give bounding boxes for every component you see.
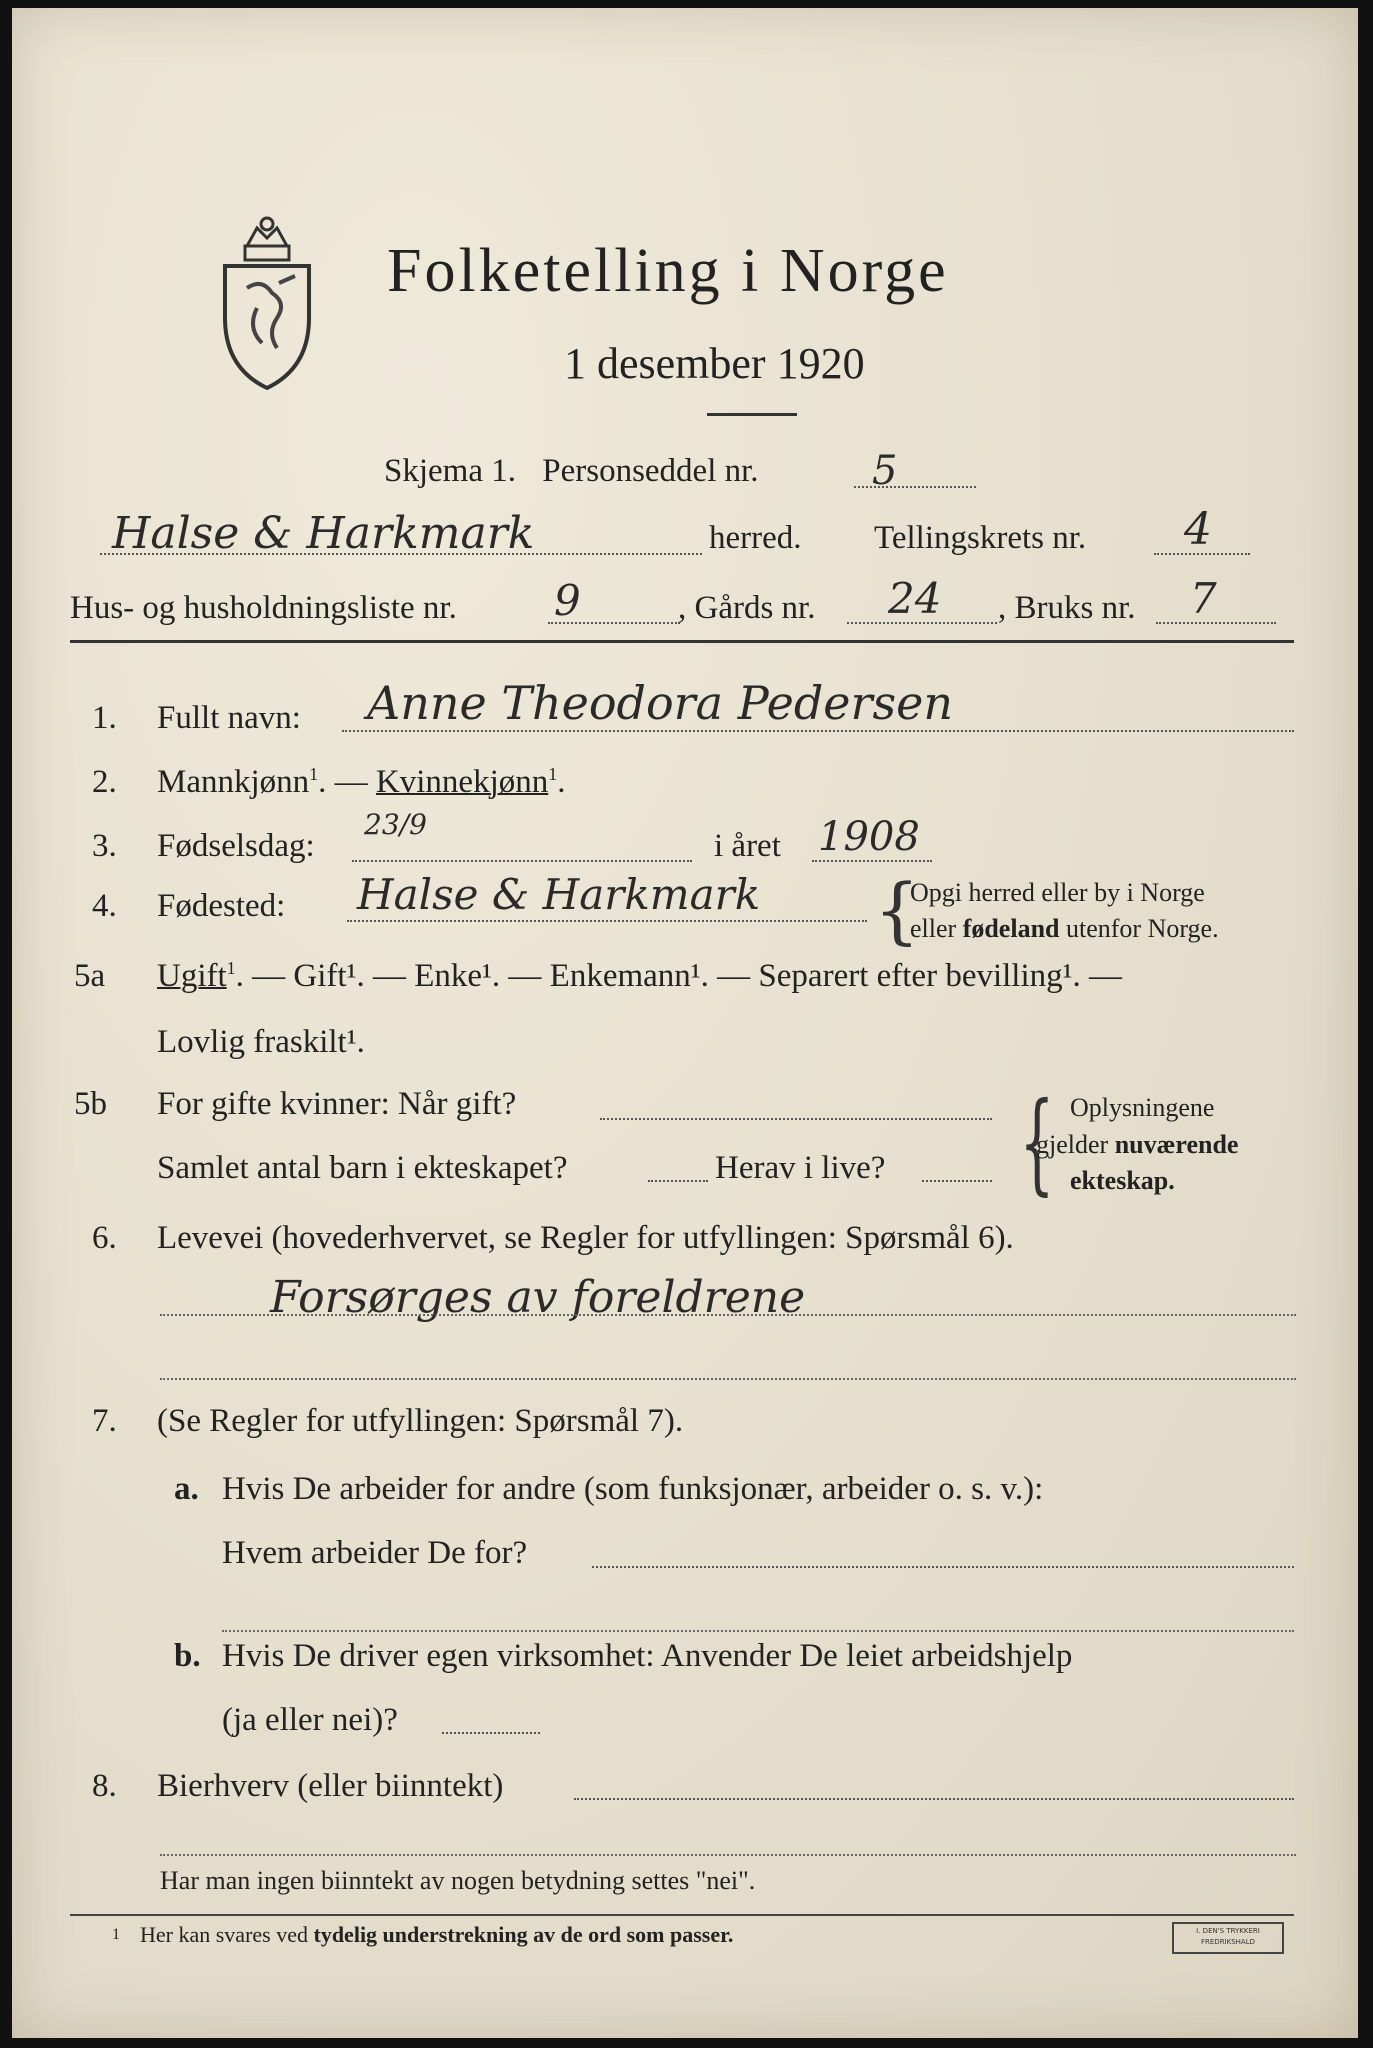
male-option[interactable]: Mannkjønn — [157, 764, 310, 800]
husliste-value[interactable]: 9 — [554, 576, 581, 625]
q6-label: Levevei (hovederhvervet, se Regler for utfyllingen: Spørsmål 6). — [157, 1220, 1014, 1256]
q5b-note-part-b: nuværende — [1114, 1130, 1239, 1159]
census-form-page — [12, 8, 1358, 2038]
q4-note-line1: Opgi herred eller by i Norge — [910, 878, 1205, 907]
q7a-extra-line — [222, 1630, 1294, 1632]
q8-number: 8. — [92, 1768, 117, 1804]
personseddel-value[interactable]: 5 — [872, 448, 898, 494]
q7b-line2: (ja eller nei)? — [222, 1702, 398, 1738]
printer-stamp-line1: I. DEN'S TRYKKERI — [1196, 1927, 1260, 1935]
q5b-note-part-a: gjelder — [1036, 1130, 1115, 1159]
q3-year-label: i året — [714, 828, 781, 864]
q3-label: Fødselsdag: — [157, 828, 315, 864]
side-income-line[interactable] — [574, 1798, 1294, 1800]
q5a-options — [157, 958, 1122, 995]
q6-number: 6. — [92, 1220, 117, 1256]
q8-label: Bierhverv (eller biinntekt) — [157, 1768, 504, 1804]
divorced-option[interactable]: Lovlig fraskilt¹. — [157, 1024, 365, 1060]
q2-separator: . — — [318, 764, 376, 800]
q4-number: 4. — [92, 888, 117, 924]
q8-extra-line — [160, 1854, 1296, 1856]
q4-note-part-a: eller — [910, 914, 963, 943]
employer-line[interactable] — [592, 1566, 1294, 1568]
q6-line2 — [160, 1378, 1296, 1380]
q4-note-part-b: fødeland — [962, 914, 1060, 943]
bruks-value[interactable]: 7 — [1190, 574, 1217, 623]
married-when-line[interactable] — [600, 1118, 992, 1120]
q2-female-sup: 1 — [548, 764, 558, 784]
q4-note-line2 — [910, 914, 1219, 944]
q4-line — [347, 920, 867, 922]
footnote-text-a: Her kan svares ved — [140, 1922, 314, 1947]
occupation-value[interactable]: Forsørges av foreldrene — [270, 1272, 806, 1323]
q5b-alive-label: Herav i live? — [715, 1150, 886, 1186]
q3-number: 3. — [92, 828, 117, 864]
q2-male-sup: 1 — [309, 764, 319, 784]
gards-label: , Gårds nr. — [678, 590, 816, 626]
section-divider — [70, 640, 1294, 643]
norwegian-coat-of-arms-icon — [217, 208, 317, 393]
tellingskrets-label: Tellingskrets nr. — [874, 520, 1087, 556]
q2-end: . — [557, 764, 566, 800]
q1-line — [342, 730, 1294, 732]
birth-year-value[interactable]: 1908 — [818, 814, 920, 860]
footnote-divider — [70, 1914, 1294, 1916]
children-alive-line[interactable] — [922, 1180, 992, 1182]
hired-help-line[interactable] — [442, 1732, 540, 1734]
husliste-label: Hus- og husholdningsliste nr. — [70, 590, 457, 626]
q5b-children-label: Samlet antal barn i ekteskapet? — [157, 1150, 568, 1186]
q4-note-part-c: utenfor Norge. — [1059, 914, 1219, 943]
q5b-note-line1: Oplysningene — [1070, 1093, 1215, 1122]
q7b-line1: Hvis De driver egen virksomhet: Anvender De leiet arbeidshjelp — [222, 1638, 1073, 1674]
q7-number: 7. — [92, 1403, 117, 1439]
gards-value[interactable]: 24 — [888, 574, 942, 623]
children-total-line[interactable] — [648, 1180, 708, 1182]
q4-brace: { — [874, 868, 920, 952]
q2-gender-line — [157, 764, 566, 801]
q5b-note-line2 — [1036, 1130, 1238, 1160]
q1-label: Fullt navn: — [157, 700, 301, 736]
schema-line — [384, 453, 759, 490]
tellingskrets-value[interactable]: 4 — [1184, 504, 1212, 555]
printer-stamp — [1172, 1922, 1284, 1954]
form-title: Folketelling i Norge — [387, 237, 949, 305]
title-divider — [707, 413, 797, 416]
q7a-line2: Hvem arbeider De for? — [222, 1535, 528, 1571]
q5b-note-line3: ekteskap. — [1070, 1166, 1175, 1195]
footnote-text-b: tydelig understrekning av de ord som passer. — [313, 1922, 734, 1947]
q4-label: Fødested: — [157, 888, 286, 924]
q5b-brace: { — [1019, 1078, 1055, 1206]
q6-line1 — [160, 1314, 1296, 1316]
full-name-value[interactable]: Anne Theodora Pedersen — [367, 676, 953, 730]
bruks-label: , Bruks nr. — [998, 590, 1136, 626]
q7-label: (Se Regler for utfyllingen: Spørsmål 7). — [157, 1403, 684, 1439]
herred-value[interactable]: Halse & Harkmark — [112, 508, 535, 559]
census-date: 1 desember 1920 — [564, 339, 865, 388]
q5b-number: 5b — [74, 1086, 107, 1122]
birthday-value[interactable]: 23/9 — [364, 808, 427, 841]
q5a-number: 5a — [74, 958, 106, 994]
schema-label: Skjema 1. — [384, 453, 516, 489]
printer-stamp-line2: FREDRIKSHALD — [1200, 1938, 1255, 1946]
q5b-line1: For gifte kvinner: Når gift? — [157, 1086, 517, 1122]
personseddel-label: Personseddel nr. — [542, 453, 759, 489]
footnote-mark: 1 — [112, 1926, 120, 1943]
q7a-letter: a. — [174, 1471, 199, 1507]
herred-label: herred. — [709, 520, 802, 556]
female-option[interactable]: Kvinnekjønn — [375, 764, 549, 800]
q3-year-line — [812, 860, 932, 862]
footnote-text — [140, 1922, 733, 1948]
q7b-letter: b. — [174, 1638, 201, 1674]
birthplace-value[interactable]: Halse & Harkmark — [357, 870, 761, 919]
unmarried-option[interactable]: Ugift — [157, 958, 227, 994]
q5a-sup: 1 — [226, 958, 236, 978]
q3-line — [352, 860, 692, 862]
q8-note: Har man ingen biinntekt av nogen betydning settes "nei". — [160, 1866, 756, 1895]
q1-number: 1. — [92, 700, 117, 736]
q7a-line1: Hvis De arbeider for andre (som funksjonær, arbeider o. s. v.): — [222, 1471, 1044, 1507]
q2-number: 2. — [92, 764, 117, 800]
other-marital-options[interactable]: . — Gift¹. — Enke¹. — Enkemann¹. — Separert efter bevilling¹. — — [235, 958, 1123, 994]
